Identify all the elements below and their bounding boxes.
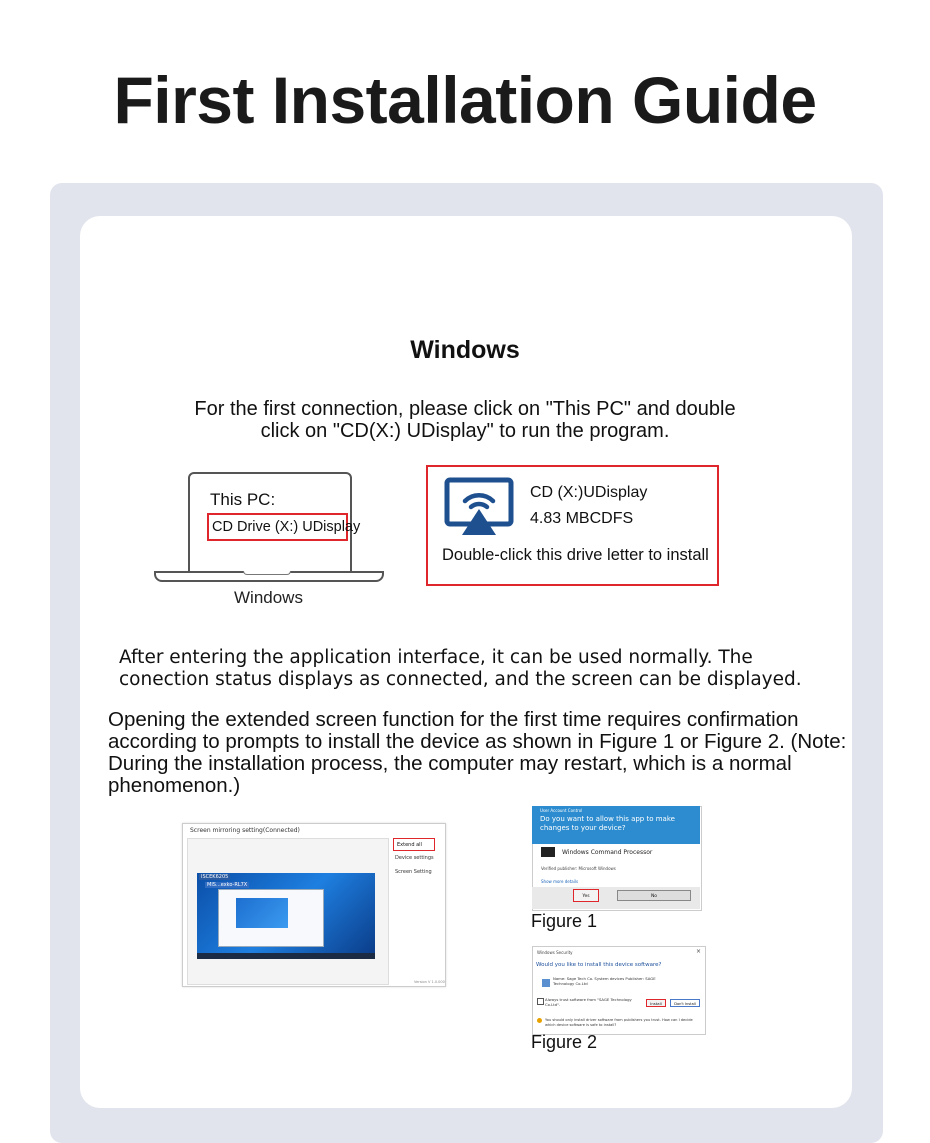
paragraph-extended-screen: Opening the extended screen function for the first time requires confirmation according to prompts to install the device as shown in Figure 1 or Figure 2. (Note: During the installation process, the computer may restart, which is a normal phenomenon.): [108, 708, 847, 797]
intro-line-1: For the first connection, please click on "This PC" and double: [194, 398, 736, 420]
install-button[interactable]: Install: [646, 999, 666, 1007]
page-title: First Installation Guide: [113, 63, 817, 137]
preview-taskbar: [197, 953, 375, 959]
cd-drive-item[interactable]: CD Drive (X:) UDisplay: [207, 513, 348, 541]
version-label: Version V 1.0.000: [414, 980, 445, 984]
always-trust-checkbox[interactable]: [537, 998, 544, 1005]
command-prompt-icon: [541, 847, 555, 857]
section-title: Windows: [410, 336, 520, 364]
intro-text: [150, 398, 780, 442]
device-software-icon: [542, 979, 550, 987]
figure-2-caption: Figure 2: [531, 1032, 598, 1052]
ws-window-title: Windows Security: [537, 950, 573, 955]
preview-inner-screen: [236, 898, 288, 928]
ws-question: Would you like to install this device software?: [536, 962, 662, 968]
this-pc-label: This PC:: [210, 490, 276, 509]
preview-device-label: ISCEK6205: [201, 874, 229, 880]
ws-warning-text: You should only install driver software from publishers you trust. How can I decide which device software is safe to install?: [545, 1018, 693, 1027]
warning-icon: [537, 1018, 542, 1023]
extend-all-button[interactable]: Extend all: [393, 838, 435, 851]
close-icon[interactable]: ×: [696, 948, 702, 955]
laptop-notch: [243, 571, 291, 575]
drive-size: 4.83 MBCDFS: [530, 510, 634, 527]
uac-more-details-link[interactable]: Show more details: [541, 879, 579, 884]
paragraph-usage: After entering the application interface, it can be used normally. The conection status displays as connected, and the screen can be displayed.: [119, 647, 802, 690]
uac-window-title: User Account Control: [540, 808, 583, 813]
cast-display-icon: [444, 477, 514, 537]
drive-name: CD (X:)UDisplay: [530, 484, 648, 501]
uac-yes-button[interactable]: Yes: [573, 889, 599, 902]
always-trust-label: Always trust software from "SAGE Technology Co.Ltd".: [545, 997, 632, 1007]
uac-question: Do you want to allow this app to make changes to your device?: [540, 815, 675, 832]
figure-1-caption: Figure 1: [531, 911, 598, 931]
uac-no-button[interactable]: No: [617, 890, 691, 901]
dont-install-button[interactable]: Don't Install: [670, 999, 700, 1007]
drive-instruction: Double-click this drive letter to install: [442, 546, 709, 564]
uac-program-name: Windows Command Processor: [562, 849, 653, 856]
ws-software-name: Name: Sage Tech Co. System devices Publisher: SAGE Technology Co.Ltd: [553, 976, 656, 986]
device-settings-button[interactable]: Device settings: [395, 855, 434, 861]
screen-setting-button[interactable]: Screen Setting: [395, 869, 432, 875]
preview-device-label-2: MIS...exko-RL7X: [207, 882, 248, 888]
laptop-caption: Windows: [234, 588, 303, 607]
intro-line-2: click on "CD(X:) UDisplay" to run the program.: [260, 420, 670, 442]
mirroring-window-title: Screen mirroring setting(Connected): [190, 827, 300, 834]
uac-publisher: Verified publisher: Microsoft Windows: [541, 866, 616, 871]
